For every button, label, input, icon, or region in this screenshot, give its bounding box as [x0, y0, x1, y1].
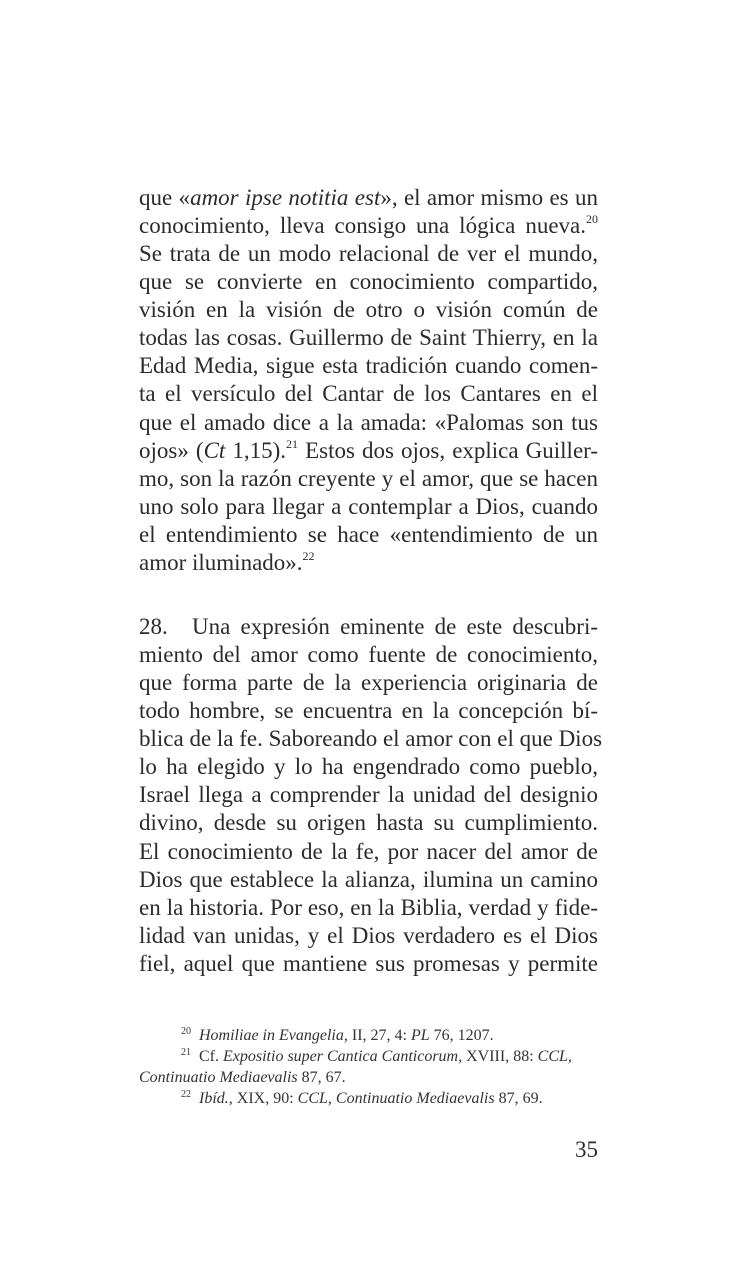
text-line: en la historia. Por eso, en la Biblia, verdad y fide-	[139, 895, 598, 920]
text-line: Edad Media, sigue esta tradición cuando comen-	[139, 353, 598, 378]
text-line: el entendimiento se hace «entendimiento de un	[139, 522, 598, 547]
text-line: blica de la fe. Saboreando el amor con el que Dios	[139, 726, 603, 751]
paragraph-number: 28.	[139, 614, 168, 639]
text-line: El conocimiento de la fe, por nacer del amor de	[139, 839, 598, 864]
text-line: conocimiento, lleva consigo una lógica nueva.$^{20}$	[139, 212, 598, 238]
text-line: todo hombre, se encuentra en la concepción bí-	[139, 698, 598, 723]
text-line: divino, desde su origen hasta su cumplimiento.	[139, 810, 598, 835]
footnote-21-continuation: Continuatio Mediaevalis 87, 67.	[139, 1069, 346, 1086]
page-number: 35	[575, 1137, 598, 1162]
text-line: lidad van unidas, y el Dios verdadero es el Dios	[139, 923, 598, 948]
text-line: visión en la visión de otro o visión común de	[139, 297, 598, 322]
footnote-22: $^{22}$ Ibíd., XIX, 90: CCL, Continuatio Mediaevalis 87, 69.	[181, 1089, 543, 1107]
footnote-21: $^{21}$ Cf. Expositio super Cantica Canticorum, XVIII, 88: CCL,	[181, 1047, 572, 1065]
footnote-ref: 21	[286, 437, 299, 451]
text-line: que el amado dice a la amada: «Palomas son tus	[139, 410, 598, 435]
text-line: todas las cosas. Guillermo de Saint Thierry, en la	[139, 325, 598, 350]
text-line: que forma parte de la experiencia originaria de	[139, 670, 598, 695]
footnote-ref: 20	[586, 212, 598, 226]
footnote-ref: 22	[302, 549, 315, 563]
footnote-20: $^{20}$ Homiliae in Evangelia, II, 27, 4: PL 76, 1207.	[181, 1026, 494, 1044]
text-line: 28. Una expresión eminente de este descubri-	[139, 614, 598, 639]
text-line: miento del amor como fuente de conocimiento,	[139, 642, 598, 667]
text-line: que «amor ipse notitia est», el amor mismo es un	[139, 185, 598, 210]
text-line: ta el versículo del Cantar de los Cantares en el	[139, 381, 598, 406]
text-line: amor iluminado».$^{22}$	[139, 549, 315, 575]
text-line: uno solo para llegar a contemplar a Dios, cuando	[139, 494, 598, 519]
text-line: lo ha elegido y lo ha engendrado como pueblo,	[139, 754, 598, 779]
text-line: Se trata de un modo relacional de ver el mundo,	[139, 241, 598, 266]
text-line: mo, son la razón creyente y el amor, que se hacen	[139, 466, 598, 491]
text-line: ojos» (Ct 1,15).$^{21}$ Estos dos ojos, explica Guiller-	[139, 437, 599, 463]
text-line: Dios que establece la alianza, ilumina un camino	[139, 867, 598, 892]
text-line: que se convierte en conocimiento compartido,	[139, 269, 598, 294]
text-line: fiel, aquel que mantiene sus promesas y permite	[139, 951, 598, 976]
text-line: Israel llega a comprender la unidad del designio	[139, 782, 598, 807]
